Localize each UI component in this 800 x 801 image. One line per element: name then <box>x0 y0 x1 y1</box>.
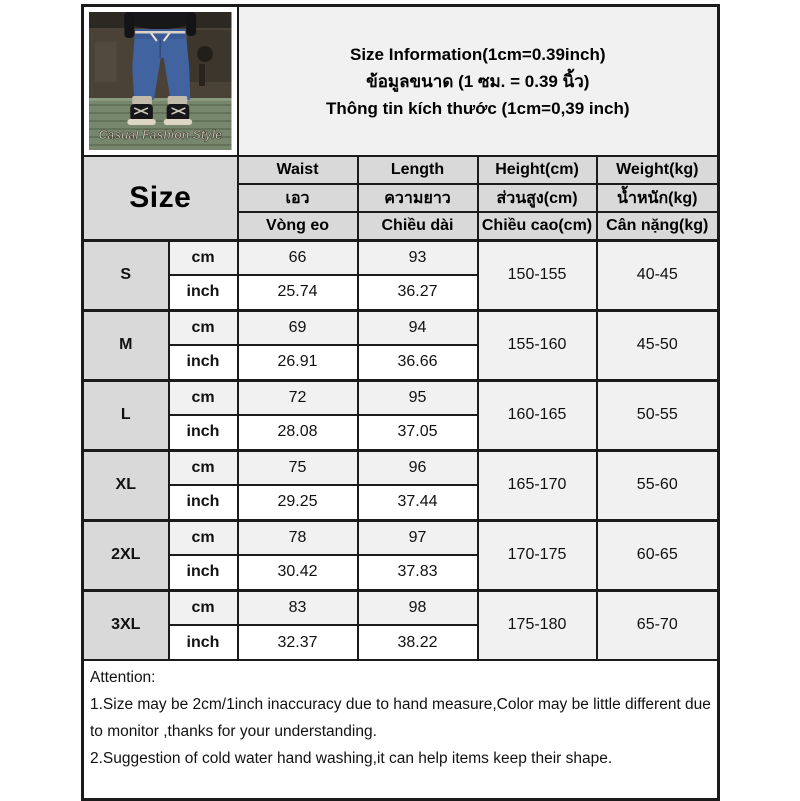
header-banner-row <box>83 6 719 157</box>
title-vietnamese: Thông tin kích thước (1cm=0,39 inch) <box>326 98 630 118</box>
length-inch-value: 37.44 <box>358 485 478 520</box>
column-header-row-en <box>83 156 719 184</box>
table-row <box>83 520 719 555</box>
size-chart-sheet <box>81 4 717 801</box>
unit-inch-label: inch <box>169 415 238 450</box>
size-label-l: L <box>83 380 169 450</box>
col-header-height-en: Height(cm) <box>478 156 597 184</box>
attention-cell <box>83 660 719 799</box>
waist-inch-value: 32.37 <box>238 625 358 660</box>
length-inch-value: 38.22 <box>358 625 478 660</box>
jeans-photo-graphic <box>89 12 232 150</box>
waist-inch-value: 29.25 <box>238 485 358 520</box>
col-header-height-th: ส่วนสูง(cm) <box>478 184 597 212</box>
col-header-length-en: Length <box>358 156 478 184</box>
size-label-3xl: 3XL <box>83 590 169 660</box>
size-label-s: S <box>83 240 169 310</box>
photo-watermark: Casual Fashion Style <box>98 127 222 143</box>
unit-inch-label: inch <box>169 555 238 590</box>
waist-cm-value: 83 <box>238 590 358 625</box>
height-range-value: 150-155 <box>478 240 597 310</box>
attention-note-1: 1.Size may be 2cm/1inch inaccuracy due to hand measure,Color may be little different due to monitor ,thanks for your understanding. <box>90 696 711 740</box>
length-cm-value: 97 <box>358 520 478 555</box>
length-cm-value: 98 <box>358 590 478 625</box>
height-range-value: 155-160 <box>478 310 597 380</box>
waist-cm-value: 78 <box>238 520 358 555</box>
table-row <box>83 590 719 625</box>
weight-range-value: 65-70 <box>597 590 719 660</box>
weight-range-value: 60-65 <box>597 520 719 590</box>
weight-range-value: 40-45 <box>597 240 719 310</box>
size-label-2xl: 2XL <box>83 520 169 590</box>
title-english: Size Information(1cm=0.39inch) <box>349 44 606 64</box>
length-inch-value: 37.83 <box>358 555 478 590</box>
shirt-graphic <box>130 12 189 29</box>
unit-cm-label: cm <box>169 590 238 625</box>
waist-inch-value: 25.74 <box>238 275 358 310</box>
unit-cm-label: cm <box>169 240 238 275</box>
waist-inch-value: 28.08 <box>238 415 358 450</box>
attention-row <box>83 660 719 799</box>
col-header-waist-th: เอว <box>238 184 358 212</box>
col-header-weight-en: Weight(kg) <box>597 156 719 184</box>
waist-cm-value: 75 <box>238 450 358 485</box>
length-cm-value: 94 <box>358 310 478 345</box>
col-header-length-th: ความยาว <box>358 184 478 212</box>
size-label-xl: XL <box>83 450 169 520</box>
weight-range-value: 55-60 <box>597 450 719 520</box>
unit-inch-label: inch <box>169 275 238 310</box>
product-photo-cell <box>83 6 238 157</box>
col-header-waist-en: Waist <box>238 156 358 184</box>
table-row <box>83 240 719 275</box>
waist-inch-value: 26.91 <box>238 345 358 380</box>
size-label-m: M <box>83 310 169 380</box>
size-info-title-cell <box>238 6 719 157</box>
table-row <box>83 450 719 485</box>
waist-cm-value: 72 <box>238 380 358 415</box>
size-table <box>81 4 720 801</box>
weight-range-value: 50-55 <box>597 380 719 450</box>
attention-heading: Attention: <box>90 669 156 686</box>
unit-cm-label: cm <box>169 450 238 485</box>
col-header-height-vi: Chiều cao(cm) <box>478 212 597 240</box>
attention-note-2: 2.Suggestion of cold water hand washing,it can help items keep their shape. <box>90 750 613 767</box>
unit-inch-label: inch <box>169 625 238 660</box>
waist-cm-value: 66 <box>238 240 358 275</box>
unit-inch-label: inch <box>169 485 238 520</box>
col-header-waist-vi: Vòng eo <box>238 212 358 240</box>
photo-floor <box>89 98 232 150</box>
length-cm-value: 95 <box>358 380 478 415</box>
height-range-value: 170-175 <box>478 520 597 590</box>
length-inch-value: 37.05 <box>358 415 478 450</box>
size-header: Size <box>83 156 238 240</box>
weight-range-value: 45-50 <box>597 310 719 380</box>
unit-inch-label: inch <box>169 345 238 380</box>
length-inch-value: 36.66 <box>358 345 478 380</box>
waist-inch-value: 30.42 <box>238 555 358 590</box>
col-header-weight-th: น้ำหนัก(kg) <box>597 184 719 212</box>
unit-cm-label: cm <box>169 380 238 415</box>
col-header-weight-vi: Cân nặng(kg) <box>597 212 719 240</box>
col-header-length-vi: Chiều dài <box>358 212 478 240</box>
product-photo <box>89 12 232 150</box>
table-row <box>83 310 719 345</box>
length-cm-value: 96 <box>358 450 478 485</box>
height-range-value: 160-165 <box>478 380 597 450</box>
unit-cm-label: cm <box>169 520 238 555</box>
length-inch-value: 36.27 <box>358 275 478 310</box>
hanging-item <box>197 46 213 62</box>
unit-cm-label: cm <box>169 310 238 345</box>
height-range-value: 175-180 <box>478 590 597 660</box>
length-cm-value: 93 <box>358 240 478 275</box>
height-range-value: 165-170 <box>478 450 597 520</box>
title-thai: ข้อมูลขนาด (1 ซม. = 0.39 นิ้ว) <box>366 71 590 91</box>
table-row <box>83 380 719 415</box>
waist-cm-value: 69 <box>238 310 358 345</box>
